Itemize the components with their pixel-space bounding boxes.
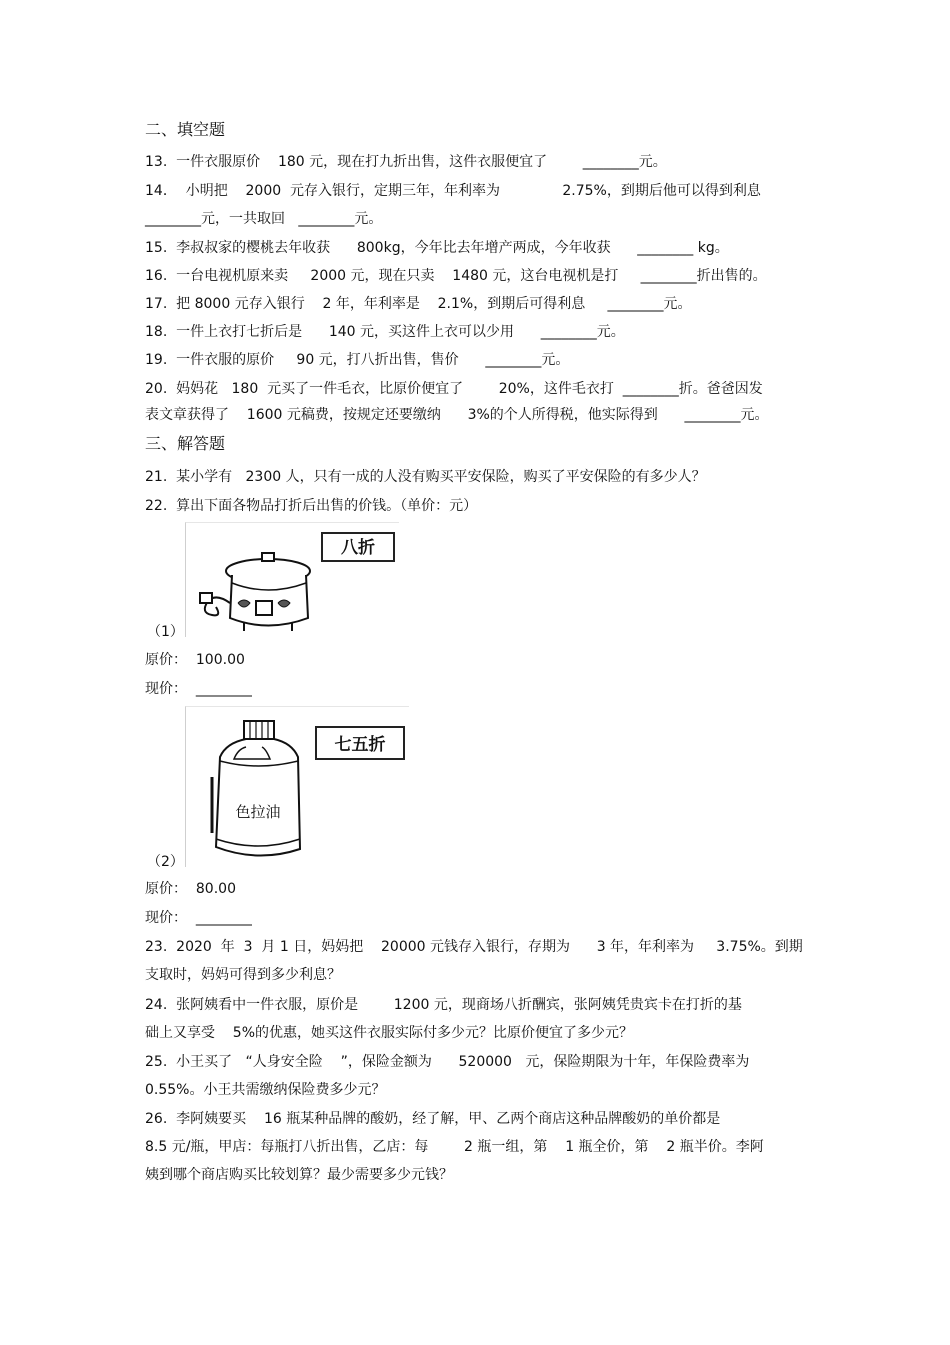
original-price-1: 原价： 100.00 bbox=[145, 652, 245, 668]
discount-tag-75: 七五折 bbox=[334, 735, 386, 755]
current-price-1: 现价： ________ bbox=[145, 681, 252, 697]
question-26: 26. 李阿姨要买 16 瓶某种品牌的酸奶，经了解，甲、乙两个商店这种品牌酸奶的单价都是 bbox=[145, 1111, 721, 1127]
question-25-cont: 0.55%。小王共需缴纳保险费多少元？ bbox=[145, 1082, 386, 1098]
question-17: 17. 把 8000 元存入银行 2 年，年利率是 2.1%，到期后可得利息 ________元。 bbox=[145, 296, 692, 312]
question-26-cont2: 姨到哪个商店购买比较划算？最少需要多少元钱？ bbox=[145, 1167, 453, 1183]
question-23-cont: 支取时，妈妈可得到多少利息？ bbox=[145, 967, 341, 983]
question-16: 16. 一台电视机原来卖 2000 元，现在只卖 1480 元，这台电视机是打 ________折出售的。 bbox=[145, 268, 767, 284]
question-20: 20. 妈妈花 180 元买了一件毛衣，比原价便宜了 20%，这件毛衣打 ________折。爸爸因发 bbox=[145, 381, 763, 397]
rice-cooker-figure bbox=[185, 522, 399, 637]
current-price-2: 现价： ________ bbox=[145, 910, 252, 926]
oil-bottle-icon bbox=[186, 707, 409, 867]
question-26-cont: 8.5 元/瓶，甲店：每瓶打八折出售，乙店：每 2 瓶一组，第 1 瓶全价，第 2 瓶半价。李阿 bbox=[145, 1139, 764, 1155]
section-heading-solve: 三、解答题 bbox=[145, 434, 226, 453]
question-25: 25. 小王买了 “人身安全险 ”，保险金额为 520000 元，保险期限为十年，年保险费率为 bbox=[145, 1054, 750, 1070]
question-19: 19. 一件衣服的原价 90 元，打八折出售，售价 ________元。 bbox=[145, 352, 570, 368]
question-24: 24. 张阿姨看中一件衣服，原价是 1200 元，现商场八折酬宾，张阿姨凭贵宾卡在打折的基 bbox=[145, 997, 742, 1013]
discount-tag-80: 八折 bbox=[341, 538, 375, 558]
question-23: 23. 2020 年 3 月 1 日，妈妈把 20000 元钱存入银行，存期为 3 年，年利率为 3.75%。到期 bbox=[145, 939, 803, 955]
rice-cooker-icon bbox=[186, 523, 399, 637]
question-13: 13. 一件衣服原价 180 元，现在打九折出售，这件衣服便宜了 ________元。 bbox=[145, 154, 667, 170]
question-22: 22. 算出下面各物品打折后出售的价钱。（单价：元） bbox=[145, 498, 478, 514]
question-15: 15. 李叔叔家的樱桃去年收获 800kg，今年比去年增产两成，今年收获 ________ kg。 bbox=[145, 240, 729, 256]
bottle-label: 色拉油 bbox=[235, 803, 281, 821]
oil-bottle-figure bbox=[185, 706, 409, 867]
question-24-cont: 础上又享受 5%的优惠，她买这件衣服实际付多少元？比原价便宜了多少元？ bbox=[145, 1025, 634, 1041]
item-number-2: （2） bbox=[147, 854, 184, 870]
question-14: 14． 小明把 2000 元存入银行，定期三年，年利率为 2.75%，到期后他可以得到利息 bbox=[145, 183, 761, 199]
question-14-cont: ________元，一共取回 ________元。 bbox=[145, 211, 383, 227]
section-heading-fill-blank: 二、填空题 bbox=[145, 120, 226, 139]
question-21: 21. 某小学有 2300 人，只有一成的人没有购买平安保险，购买了平安保险的有多少人？ bbox=[145, 469, 706, 485]
original-price-2: 原价： 80.00 bbox=[145, 881, 236, 897]
item-number-1: （1） bbox=[147, 624, 184, 640]
question-18: 18. 一件上衣打七折后是 140 元，买这件上衣可以少用 ________元。 bbox=[145, 324, 625, 340]
question-20-cont: 表文章获得了 1600 元稿费，按规定还要缴纳 3%的个人所得税，他实际得到 ________元。 bbox=[145, 407, 769, 423]
